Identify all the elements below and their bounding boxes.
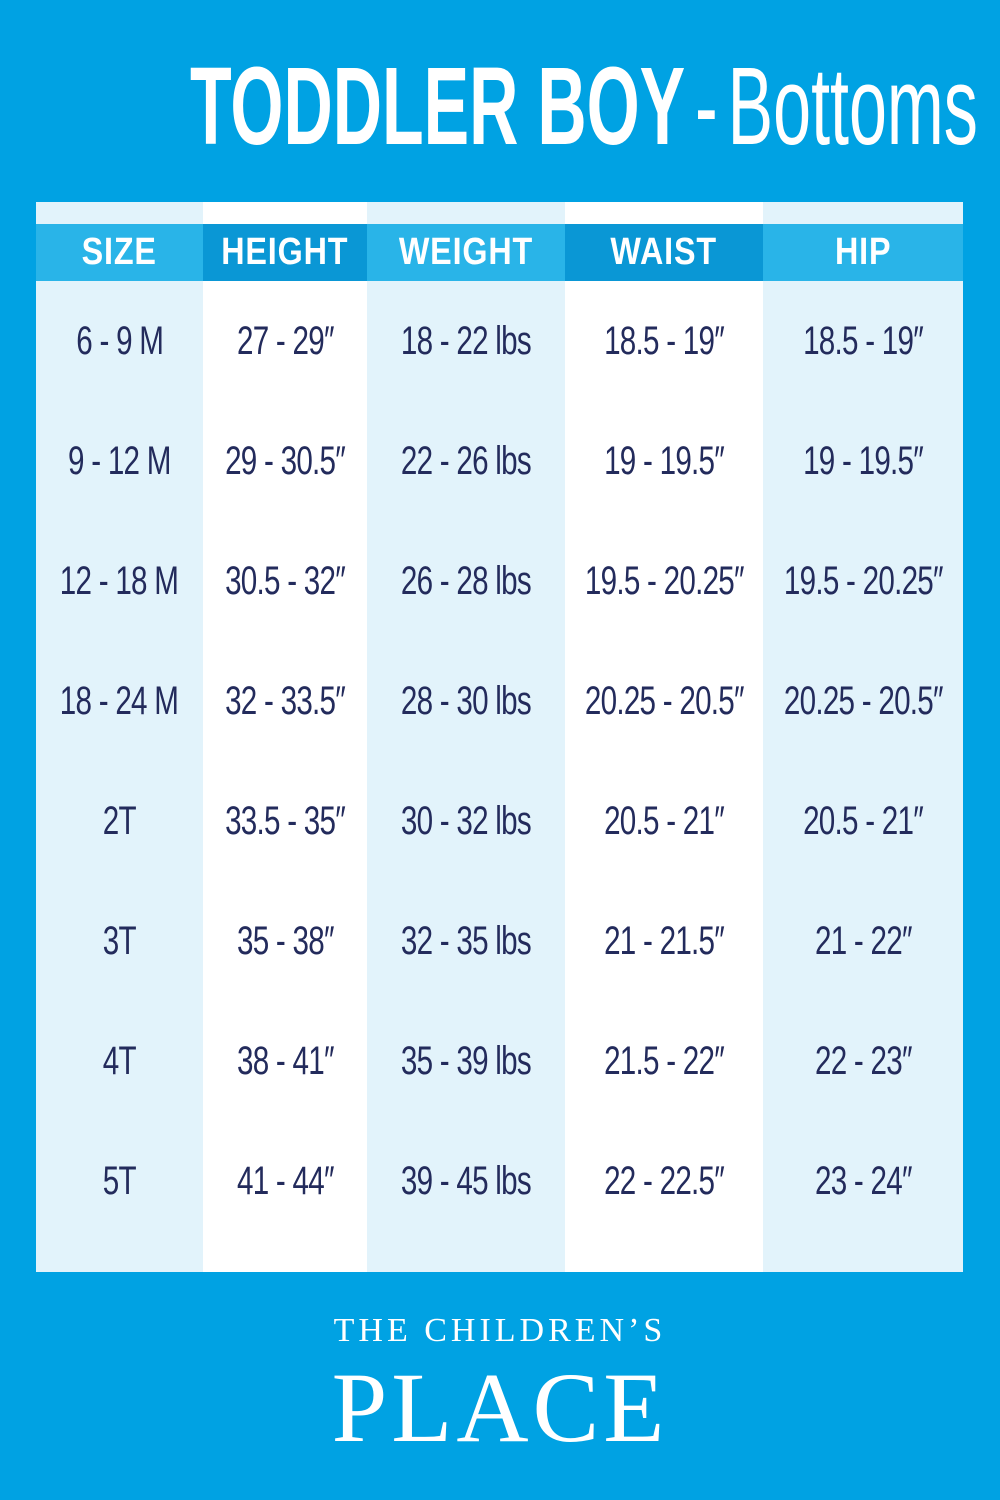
cell-waist-row4 [565,641,762,761]
cell-value: 20.25 - 20.5″ [783,678,943,723]
cell-value: 32 - 33.5″ [224,678,345,723]
header-cell-hip [763,224,963,281]
cell-value: 23 - 24″ [814,1158,912,1203]
column-size [36,202,203,1272]
cell-size-row4 [36,641,203,761]
title-subtitle: Bottoms [727,45,978,168]
cell-value: 19 - 19.5″ [604,438,724,483]
column-weight [367,202,565,1272]
cell-value: 41 - 44″ [236,1158,334,1203]
cell-value: 21 - 22″ [814,918,912,963]
cell-value: 18 - 22 lbs [401,318,532,363]
cell-value: 19.5 - 20.25″ [783,558,943,603]
cell-hip-row5 [763,761,963,881]
cell-value: 22 - 26 lbs [401,438,532,483]
cell-value: 21 - 21.5″ [604,918,724,963]
cell-value: 33.5 - 35″ [224,798,345,843]
cell-height-row8 [203,1121,367,1241]
cell-hip-row6 [763,881,963,1001]
cell-waist-row3 [565,521,762,641]
cell-height-row7 [203,1001,367,1121]
column-top-pad [367,202,565,224]
header-cell-size [36,224,203,281]
column-bottom-pad [367,1241,565,1272]
cell-hip-row8 [763,1121,963,1241]
cell-hip-row3 [763,521,963,641]
cell-value: 30.5 - 32″ [224,558,345,603]
cell-value: 2T [102,798,136,843]
cell-height-row5 [203,761,367,881]
title-separator: - [695,45,718,168]
header-label-weight: WEIGHT [398,231,534,273]
column-height [203,202,367,1272]
cell-size-row8 [36,1121,203,1241]
header-label-height: HEIGHT [221,231,349,273]
cell-value: 20.25 - 20.5″ [584,678,744,723]
cell-weight-row3 [367,521,565,641]
cell-height-row4 [203,641,367,761]
column-top-pad [763,202,963,224]
cell-weight-row5 [367,761,565,881]
cell-value: 18 - 24 M [60,678,179,723]
cell-weight-row2 [367,401,565,521]
cell-value: 5T [102,1158,136,1203]
cell-value: 18.5 - 19″ [604,318,724,363]
cell-size-row6 [36,881,203,1001]
cell-value: 9 - 12 M [68,438,171,483]
cell-value: 30 - 32 lbs [401,798,532,843]
cell-value: 18.5 - 19″ [802,318,923,363]
cell-size-row2 [36,401,203,521]
title-category: TODDLER BOY [190,45,686,168]
cell-size-row5 [36,761,203,881]
brand-name-top: THE CHILDREN’S [333,1312,667,1349]
cell-size-row7 [36,1001,203,1121]
cell-hip-row2 [763,401,963,521]
cell-waist-row5 [565,761,762,881]
size-table [36,202,963,1272]
header-cell-weight [367,224,565,281]
page-title [190,45,978,168]
column-bottom-pad [203,1241,367,1272]
cell-waist-row6 [565,881,762,1001]
cell-value: 27 - 29″ [236,318,334,363]
column-waist [565,202,762,1272]
column-bottom-pad [36,1241,203,1272]
column-top-pad [203,202,367,224]
cell-value: 19.5 - 20.25″ [584,558,744,603]
cell-value: 22 - 23″ [814,1038,912,1083]
cell-weight-row4 [367,641,565,761]
cell-value: 20.5 - 21″ [802,798,923,843]
cell-weight-row8 [367,1121,565,1241]
column-hip [763,202,963,1272]
cell-waist-row2 [565,401,762,521]
cell-value: 19 - 19.5″ [802,438,923,483]
cell-hip-row7 [763,1001,963,1121]
header-label-waist: WAIST [610,231,718,273]
cell-value: 12 - 18 M [60,558,179,603]
cell-weight-row6 [367,881,565,1001]
cell-value: 28 - 30 lbs [401,678,532,723]
cell-waist-row8 [565,1121,762,1241]
cell-weight-row7 [367,1001,565,1121]
cell-value: 29 - 30.5″ [224,438,345,483]
cell-size-row3 [36,521,203,641]
cell-value: 22 - 22.5″ [604,1158,724,1203]
column-bottom-pad [565,1241,762,1272]
cell-value: 35 - 39 lbs [401,1038,532,1083]
cell-height-row3 [203,521,367,641]
header-cell-waist [565,224,762,281]
column-top-pad [565,202,762,224]
brand-logo [0,1312,1000,1463]
cell-waist-row1 [565,281,762,401]
cell-value: 35 - 38″ [236,918,334,963]
cell-value: 26 - 28 lbs [401,558,532,603]
cell-value: 39 - 45 lbs [401,1158,532,1203]
cell-hip-row1 [763,281,963,401]
column-bottom-pad [763,1241,963,1272]
brand-name-bottom: PLACE [331,1352,669,1463]
header-cell-height [203,224,367,281]
cell-height-row2 [203,401,367,521]
cell-value: 3T [102,918,136,963]
cell-value: 32 - 35 lbs [401,918,532,963]
header-label-size: SIZE [81,231,158,273]
cell-value: 38 - 41″ [236,1038,334,1083]
column-top-pad [36,202,203,224]
cell-hip-row4 [763,641,963,761]
cell-value: 20.5 - 21″ [604,798,724,843]
cell-size-row1 [36,281,203,401]
header-label-hip: HIP [834,231,892,273]
cell-height-row6 [203,881,367,1001]
cell-weight-row1 [367,281,565,401]
cell-waist-row7 [565,1001,762,1121]
cell-value: 6 - 9 M [75,318,163,363]
cell-height-row1 [203,281,367,401]
cell-value: 4T [102,1038,136,1083]
cell-value: 21.5 - 22″ [604,1038,724,1083]
